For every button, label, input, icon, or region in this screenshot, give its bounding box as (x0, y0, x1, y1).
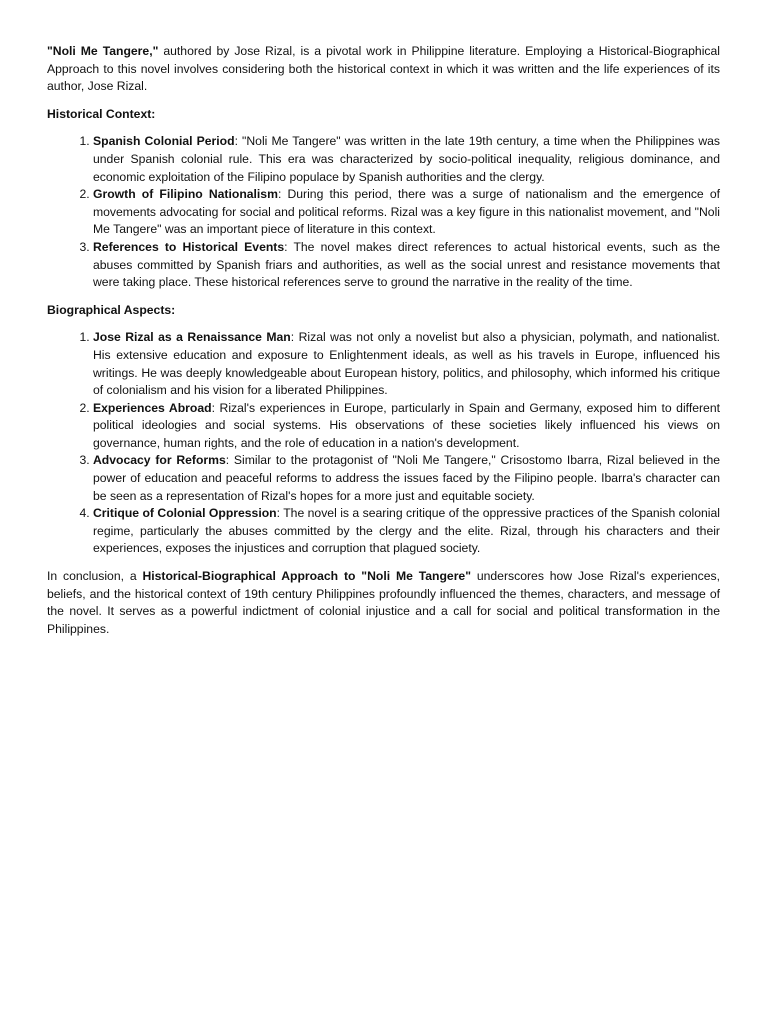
list-item (93, 133, 720, 186)
list-item-term: References to Historical Events (93, 239, 285, 254)
list-item (93, 239, 720, 292)
list-item-text: : The novel is a searing critique of the oppressive practices of the Spanish colonial regime, particularly the abuses committed by the clergy and the elite. Rizal, through his characters and their experiences, exposes the injustices and corruption that plagued society. (93, 506, 721, 556)
historical-context-list (47, 133, 720, 291)
list-item-term: Critique of Colonial Oppression (93, 506, 277, 521)
list-item-text: : The novel makes direct references to actual historical events, such as the abuses committed by Spanish friars and authorities, as well as the social unrest and resistance movements that were taking place. These historical references serve to ground the narrative in the reality of the time. (93, 239, 720, 290)
document-body (47, 43, 720, 638)
list-item-term: Growth of Filipino Nationalism (93, 187, 278, 202)
list-item-term: Experiences Abroad (93, 400, 212, 415)
list-item-text: : Rizal's experiences in Europe, particularly in Spain and Germany, exposed him to different political ideologies and social systems. His observations of these societies likely influenced his views on governance, human rights, and the role of education in a nation's development. (93, 400, 721, 450)
list-item-text: : During this period, there was a surge of nationalism and the emergence of movements advocating for social and political reforms. Rizal was a key figure in this nationalist movement, and "Noli Me Tangere" was an important piece of literature in this context. (93, 187, 721, 237)
list-item (93, 452, 720, 505)
intro-title: "Noli Me Tangere," (47, 44, 159, 58)
intro-text: authored by Jose Rizal, is a pivotal work in Philippine literature. Employing a Historical-Biographical Approach to this novel involves considering both the historical context in which it was written and the life experiences of its author, Jose Rizal. (47, 44, 720, 94)
list-item (93, 329, 720, 399)
list-item (93, 186, 720, 239)
biographical-aspects-list (47, 329, 720, 558)
list-item-text: : "Noli Me Tangere" was written in the late 19th century, a time when the Philippines was under Spanish colonial rule. This era was characterized by socio-political inequality, religious dominance, and economic exploitation of the Filipino populace by Spanish authorities and the clergy. (93, 134, 720, 184)
list-item-term: Spanish Colonial Period (93, 134, 235, 149)
biographical-aspects-heading: Biographical Aspects: (47, 302, 176, 317)
list-item-term: Advocacy for Reforms (93, 453, 226, 468)
historical-context-heading: Historical Context: (47, 106, 156, 121)
list-item (93, 505, 720, 558)
list-item (93, 400, 720, 453)
conclusion-term: Historical-Biographical Approach to "Noli Me Tangere" (142, 569, 471, 584)
list-item-text: : Rizal was not only a novelist but also a physician, polymath, and nationalist. His extensive education and exposure to Enlightenment ideals, as well as his travels in Europe, influenced his writings. He was deeply knowledgeable about European history, politics, and philosophy, which informed his critique of colonialism and his vision for a liberated Philippines. (93, 330, 721, 398)
conclusion-prefix: In conclusion, a (47, 569, 143, 584)
intro-paragraph (47, 43, 720, 96)
list-item-text: : Similar to the protagonist of "Noli Me Tangere," Crisostomo Ibarra, Rizal believed in the power of education and peaceful reforms to address the issues faced by the Filipino people. Ibarra's character can be seen as a representation of Rizal's hopes for a more just and equitable society. (93, 453, 720, 503)
list-item-term: Jose Rizal as a Renaissance Man (93, 330, 291, 345)
conclusion-text: underscores how Jose Rizal's experiences, beliefs, and the historical context of 19th century Philippines profoundly influenced the themes, characters, and message of the novel. It serves as a powerful indictment of colonial injustice and a call for social and political transformation in the Philippines. (47, 569, 720, 636)
conclusion-paragraph (47, 568, 720, 638)
